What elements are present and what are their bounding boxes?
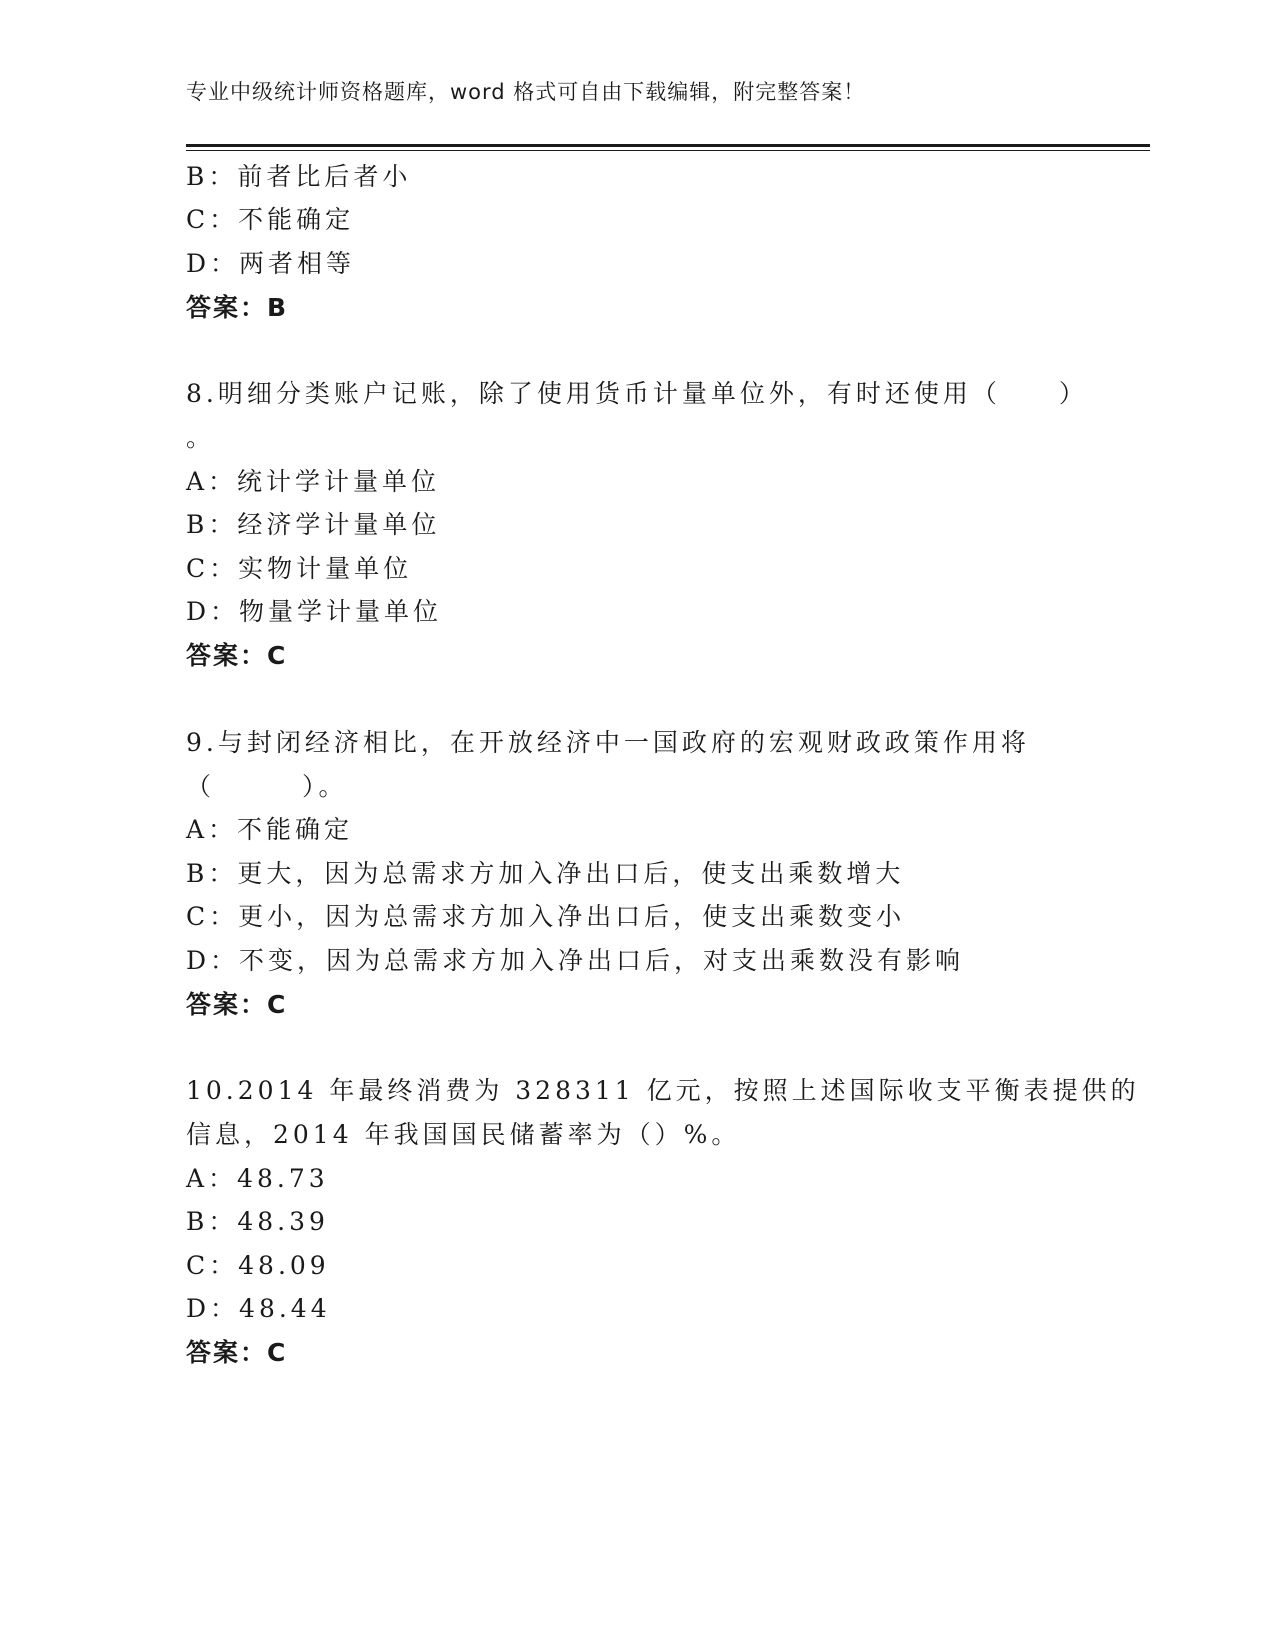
prev-question-option-c: C：不能确定 — [186, 205, 355, 234]
q10-stem-line1: 10.2014 年最终消费为 328311 亿元，按照上述国际收支平衡表提供的 — [186, 1076, 1140, 1105]
prev-question-answer: 答案：B — [186, 293, 289, 322]
header-rule-thick — [186, 144, 1150, 147]
q10-option-a: A：48.73 — [186, 1164, 329, 1193]
q8-option-d: D：物量学计量单位 — [186, 597, 443, 626]
q10-option-d: D：48.44 — [186, 1294, 331, 1323]
q8-option-b: B：经济学计量单位 — [186, 510, 441, 539]
q10-option-c: C：48.09 — [186, 1251, 330, 1280]
page-header: 专业中级统计师资格题库，word 格式可自由下载编辑，附完整答案！ — [186, 80, 866, 104]
q9-option-c: C：更小，因为总需求方加入净出口后，使支出乘数变小 — [186, 902, 906, 931]
prev-question-option-d: D：两者相等 — [186, 249, 356, 278]
header-rule-thin — [186, 150, 1150, 151]
q9-option-a: A：不能确定 — [186, 815, 354, 844]
q9-answer: 答案：C — [186, 990, 288, 1019]
q10-answer: 答案：C — [186, 1338, 288, 1367]
q9-option-d: D：不变，因为总需求方加入净出口后，对支出乘数没有影响 — [186, 946, 965, 975]
prev-question-option-b: B：前者比后者小 — [186, 162, 412, 191]
q9-stem-line1: 9.与封闭经济相比，在开放经济中一国政府的宏观财政政策作用将 — [186, 728, 1030, 757]
q10-option-b: B：48.39 — [186, 1207, 329, 1236]
q8-option-c: C：实物计量单位 — [186, 554, 413, 583]
q8-option-a: A：统计学计量单位 — [186, 467, 441, 496]
q9-stem-line2: （ ）。 — [186, 772, 348, 801]
q9-option-b: B：更大，因为总需求方加入净出口后，使支出乘数增大 — [186, 859, 905, 888]
q8-answer: 答案：C — [186, 641, 288, 670]
q8-stem-line2: 。 — [186, 423, 216, 452]
q10-stem-line2: 信息，2014 年我国国民储蓄率为（）%。 — [186, 1120, 741, 1149]
q8-stem-line1: 8.明细分类账户记账，除了使用货币计量单位外，有时还使用（ ） — [186, 379, 1088, 408]
